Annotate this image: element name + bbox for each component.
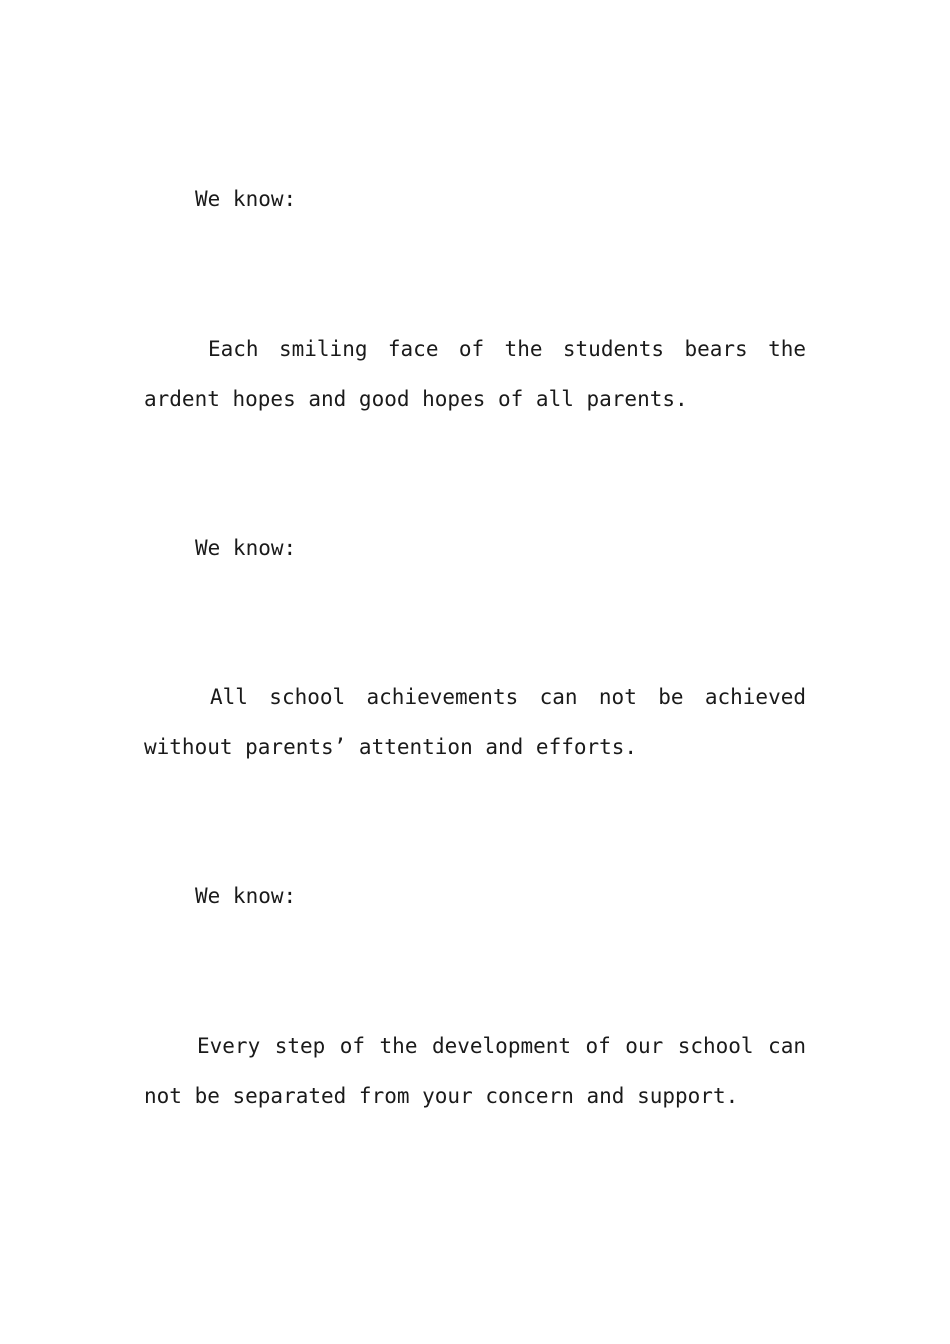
section-3-line-1: Every step of the development of our school can xyxy=(197,1034,806,1058)
section-2-paragraph-second-line xyxy=(144,722,806,772)
section-3-heading: We know: xyxy=(195,884,297,908)
section-3-paragraph-first-line xyxy=(144,1021,806,1071)
section-2-line-2: without parents’ attention and efforts. xyxy=(144,735,638,759)
section-1-paragraph-second-line xyxy=(144,374,806,424)
section-2-heading: We know: xyxy=(195,536,297,560)
section-2-paragraph-first-line xyxy=(144,672,806,722)
section-1-line-2: ardent hopes and good hopes of all parents. xyxy=(144,387,688,411)
section-1-paragraph-first-line xyxy=(144,324,806,374)
section-3-paragraph-second-line xyxy=(144,1071,806,1121)
section-3-line-2: not be separated from your concern and support. xyxy=(144,1084,739,1108)
section-1-heading: We know: xyxy=(195,187,297,211)
section-2-line-1: All school achievements can not be achieved xyxy=(210,685,806,709)
section-1-line-1: Each smiling face of the students bears the xyxy=(208,337,806,361)
